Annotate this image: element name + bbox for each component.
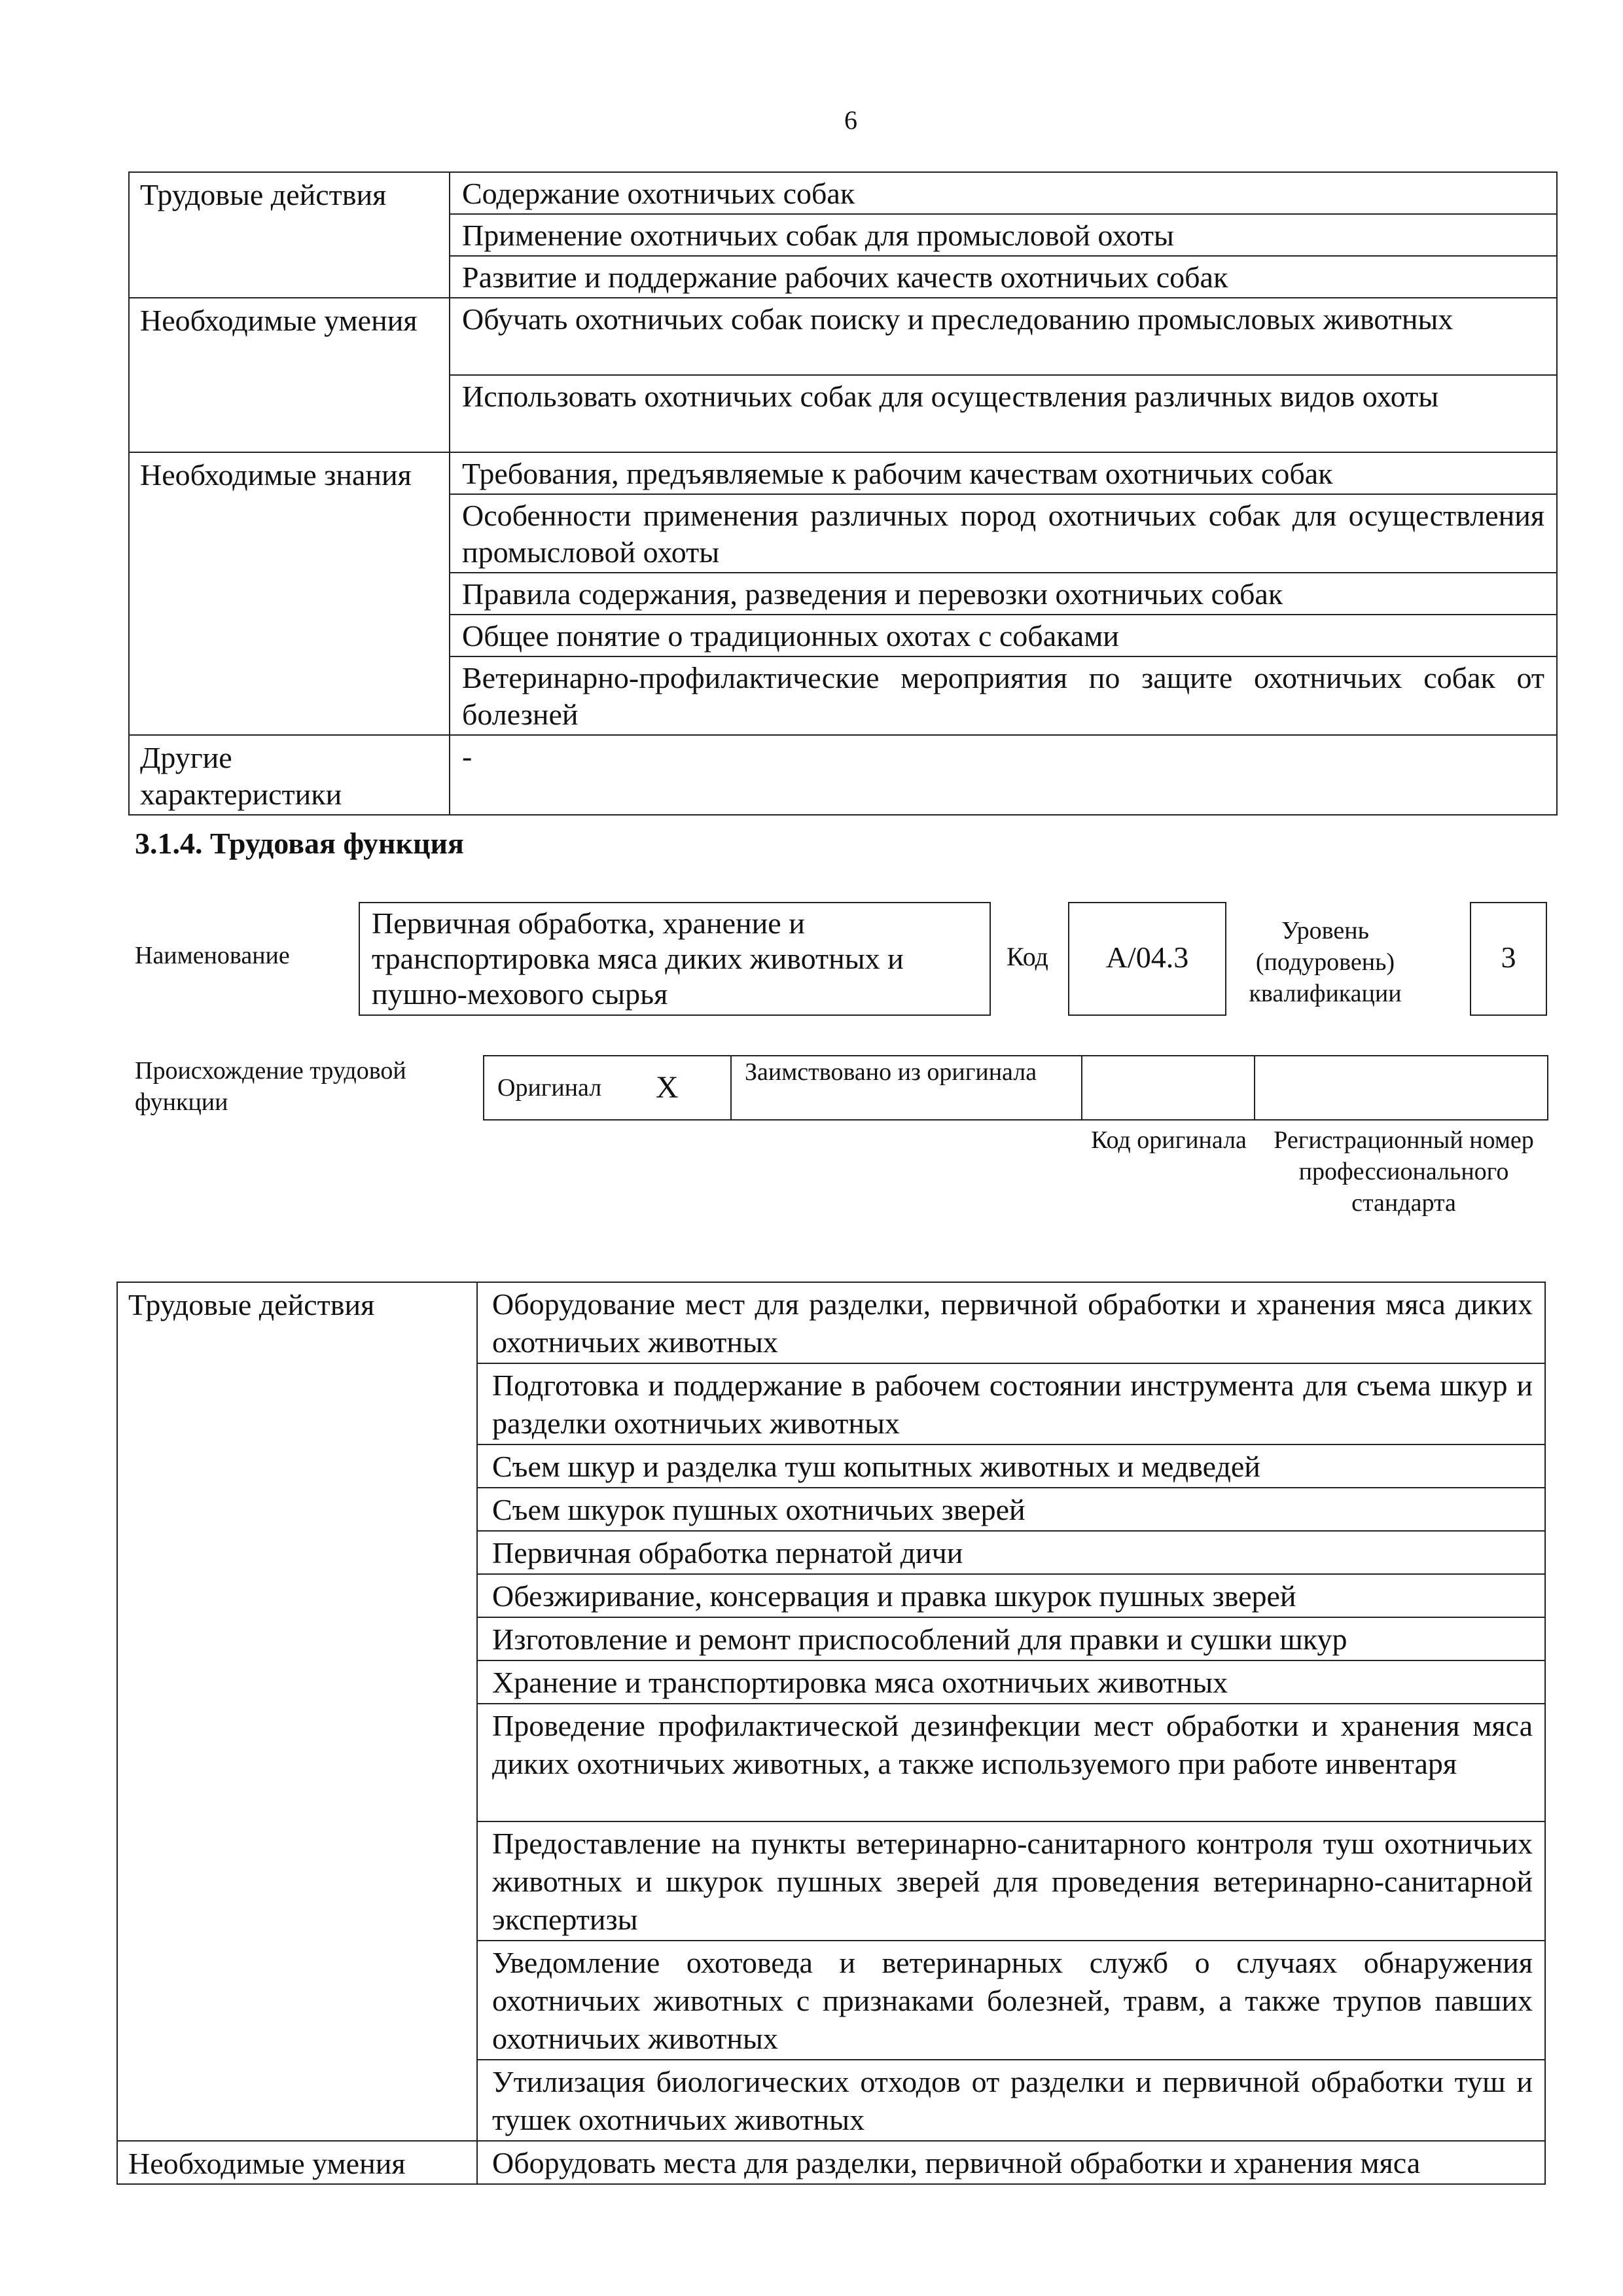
table-cell: Проведение профилактической дезинфекции мест обработки и хранения мяса диких охотничьих животных, а также используемого при работе инвентаря [477,1704,1545,1821]
table-cell: Оборудовать места для разделки, первичной обработки и хранения мяса [477,2141,1545,2184]
table-cell: Применение охотничьих собак для промысловой охоты [450,214,1557,256]
table-cell: Первичная обработка пернатой дичи [477,1531,1545,1574]
row-label-required-knowledge: Необходимые знания [129,452,450,735]
row-label-other-characteristics: Другие характеристики [129,735,450,815]
table-cell: Требования, предъявляемые к рабочим качествам охотничьих собак [450,452,1557,494]
row-label-required-skills: Необходимые умения [117,2141,477,2184]
labor-table-1 [128,171,1558,816]
table-cell: Оборудование мест для разделки, первичной обработки и хранения мяса диких охотничьих животных [477,1282,1545,1363]
function-name-box [359,902,991,1016]
table-cell: Обезжиривание, консервация и правка шкурок пушных зверей [477,1574,1545,1617]
table-cell: Общее понятие о традиционных охотах с собаками [450,615,1557,656]
table-cell: Использовать охотничьих собак для осуществления различных видов охоты [450,375,1557,452]
function-code-box [1068,902,1226,1016]
original-label: Оригинал [497,1074,602,1102]
reg-number-cell [1254,1055,1548,1121]
table-cell: Ветеринарно-профилактические мероприятия по защите охотничьих собак от болезней [450,656,1557,735]
name-label: Наименование [135,942,290,969]
table-cell: Содержание охотничьих собак [450,172,1557,214]
origin-borrowed-cell [730,1055,1082,1121]
reg-number-caption: Регистрационный номер профессионального стандарта [1274,1126,1534,1217]
table-cell: Уведомление охотоведа и ветеринарных служб о случаях обнаружения охотничьих животных с признаками болезней, травм, а также трупов павших охотничьих животных [477,1941,1545,2060]
original-code-caption: Код оригинала [1091,1126,1247,1154]
function-name-value: Первичная обработка, хранение и транспортировка мяса диких животных и пушно-мехового сырья [372,906,904,1011]
original-mark: X [656,1070,679,1105]
borrowed-label: Заимствовано из оригинала [745,1058,1037,1086]
origin-label: Происхождение трудовой функции [135,1057,406,1116]
table-cell: - [450,735,1557,815]
row-label-required-skills: Необходимые умения [129,298,450,452]
row-label-labor-actions: Трудовые действия [129,172,450,298]
origin-original-cell [483,1055,732,1121]
original-code-cell [1081,1055,1255,1121]
code-label: Код [1007,942,1048,971]
row-label-labor-actions: Трудовые действия [117,1282,477,2141]
function-code-value: A/04.3 [1105,941,1189,974]
table-cell: Съем шкурок пушных охотничьих зверей [477,1488,1545,1531]
table-cell: Особенности применения различных пород охотничьих собак для осуществления промысловой охоты [450,494,1557,573]
table-cell: Утилизация биологических отходов от разделки и первичной обработки туш и тушек охотничьих животных [477,2060,1545,2141]
table-cell: Подготовка и поддержание в рабочем состоянии инструмента для съема шкур и разделки охотничьих животных [477,1363,1545,1444]
table-cell: Правила содержания, разведения и перевозки охотничьих собак [450,573,1557,615]
table-cell: Съем шкур и разделка туш копытных животных и медведей [477,1444,1545,1488]
level-box [1470,902,1547,1016]
table-cell: Развитие и поддержание рабочих качеств охотничьих собак [450,256,1557,298]
table-cell: Предоставление на пункты ветеринарно-санитарного контроля туш охотничьих животных и шкурок пушных зверей для проведения ветеринарно-санитарной экспертизы [477,1821,1545,1941]
level-label: Уровень (подуровень) квалификации [1249,917,1402,1007]
page-number: 6 [844,105,857,135]
section-heading: 3.1.4. Трудовая функция [135,827,464,860]
labor-table-2 [116,1282,1546,2185]
level-value: 3 [1501,941,1516,974]
table-cell: Обучать охотничьих собак поиску и преследованию промысловых животных [450,298,1557,375]
table-cell: Хранение и транспортировка мяса охотничьих животных [477,1660,1545,1704]
table-cell: Изготовление и ремонт приспособлений для правки и сушки шкур [477,1617,1545,1660]
